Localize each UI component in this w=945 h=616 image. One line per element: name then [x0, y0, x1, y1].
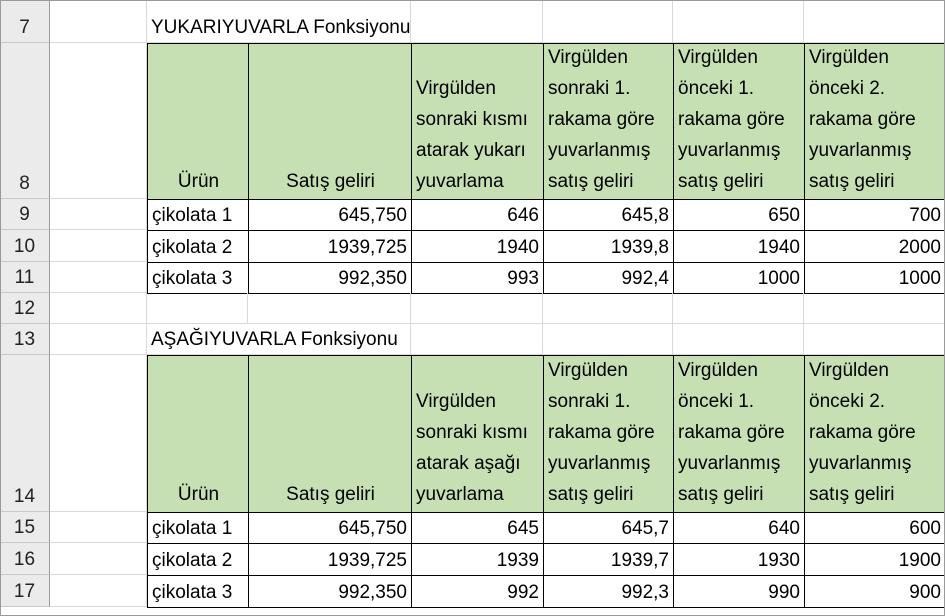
table1-cell-r2-c6[interactable]: 2000 [804, 230, 945, 263]
table1-cell-r2-c5[interactable]: 1940 [673, 230, 805, 263]
table2-header-3[interactable] [411, 355, 544, 513]
blank-cell-row12[interactable] [248, 293, 411, 324]
table1-header-1[interactable] [147, 43, 249, 200]
cell-a-11[interactable] [50, 262, 147, 293]
cell-a-17[interactable] [50, 575, 147, 607]
table1-cell-r2-c1[interactable]: çikolata 2 [147, 230, 249, 263]
cell-a-14[interactable] [50, 355, 147, 512]
table2-title-row-cell[interactable] [411, 324, 543, 355]
table2-header-1[interactable] [147, 355, 249, 513]
cell-a-10[interactable] [50, 230, 147, 262]
table1-cell-r2-c3[interactable]: 1940 [411, 230, 544, 263]
table1-cell-r3-c6[interactable]: 1000 [804, 262, 945, 294]
table2-title[interactable]: AŞAĞIYUVARLA Fonksiyonu [147, 324, 248, 355]
table1-cell-r2-c2[interactable]: 1939,725 [248, 230, 412, 263]
row-header-16[interactable]: 16 [0, 543, 50, 575]
table1-header-label-2: Satış geliri [286, 171, 375, 192]
table1-cell-r1-c2[interactable]: 645,750 [248, 199, 412, 231]
table1-title[interactable]: YUKARIYUVARLA Fonksiyonu [147, 0, 248, 43]
table1-cell-r2-c4[interactable]: 1939,8 [543, 230, 674, 263]
blank-cell-row12[interactable] [673, 293, 804, 324]
row-header-12[interactable]: 12 [0, 293, 50, 324]
table1-cell-r1-c6[interactable]: 700 [804, 199, 945, 231]
table1-header-5[interactable] [673, 43, 805, 200]
table2-cell-r2-c5[interactable]: 1930 [673, 543, 805, 576]
table1-header-label-4: Virgülden sonraki 1. rakama göre yuvarlanmış satış geliri [548, 47, 655, 192]
table2-title-row-cell[interactable] [543, 324, 673, 355]
table1-cell-r3-c3[interactable]: 993 [411, 262, 544, 294]
row-header-13[interactable]: 13 [0, 324, 50, 355]
table2-cell-r2-c3[interactable]: 1939 [411, 543, 544, 576]
table2-cell-r1-c3[interactable]: 645 [411, 512, 544, 544]
table1-title-row-cell[interactable] [411, 0, 543, 43]
table1-cell-r3-c2[interactable]: 992,350 [248, 262, 412, 294]
blank-cell-row12[interactable] [804, 293, 945, 324]
table1-header-label-5: Virgülden önceki 1. rakama göre yuvarlanmış satış geliri [678, 47, 785, 192]
table2-cell-r3-c3[interactable]: 992 [411, 575, 544, 608]
blank-cell-row12[interactable] [411, 293, 543, 324]
table2-header-label-1: Ürün [177, 484, 220, 505]
blank-cell-row12[interactable] [543, 293, 673, 324]
cell-a-15[interactable] [50, 512, 147, 543]
row-header-10[interactable]: 10 [0, 230, 50, 262]
table2-cell-r3-c4[interactable]: 992,3 [543, 575, 674, 608]
table2-cell-r3-c2[interactable]: 992,350 [248, 575, 412, 608]
table1-header-label-1: Ürün [177, 171, 220, 192]
table2-cell-r1-c2[interactable]: 645,750 [248, 512, 412, 544]
cell-a-9[interactable] [50, 199, 147, 230]
row-header-11[interactable]: 11 [0, 262, 50, 293]
table1-title-row-cell[interactable] [673, 0, 804, 43]
table2-cell-r1-c1[interactable]: çikolata 1 [147, 512, 249, 544]
table1-cell-r3-c5[interactable]: 1000 [673, 262, 805, 294]
table1-header-label-6: Virgülden önceki 2. rakama göre yuvarlanmış satış geliri [809, 47, 916, 192]
table2-header-6[interactable] [804, 355, 945, 513]
table1-cell-r1-c5[interactable]: 650 [673, 199, 805, 231]
blank-cell-row12[interactable] [147, 293, 248, 324]
table2-cell-r2-c4[interactable]: 1939,7 [543, 543, 674, 576]
cell-a-16[interactable] [50, 543, 147, 575]
row-header-9[interactable]: 9 [0, 199, 50, 230]
table2-header-label-3: Virgülden sonraki kısmı atarak aşağı yuvarlama [416, 391, 528, 505]
table2-cell-r2-c6[interactable]: 1900 [804, 543, 945, 576]
row-header-8[interactable]: 8 [0, 43, 50, 199]
table2-header-2[interactable] [248, 355, 412, 513]
table2-cell-r1-c4[interactable]: 645,7 [543, 512, 674, 544]
row-header-15[interactable]: 15 [0, 512, 50, 543]
table2-header-label-5: Virgülden önceki 1. rakama göre yuvarlanmış satış geliri [678, 360, 785, 505]
row-header-17[interactable]: 17 [0, 575, 50, 607]
table2-cell-r3-c6[interactable]: 900 [804, 575, 945, 608]
table1-header-2[interactable] [248, 43, 412, 200]
table2-header-label-6: Virgülden önceki 2. rakama göre yuvarlanmış satış geliri [809, 360, 916, 505]
table2-header-label-4: Virgülden sonraki 1. rakama göre yuvarlanmış satış geliri [548, 360, 655, 505]
cell-a-12[interactable] [50, 293, 147, 324]
cell-a-7[interactable] [50, 0, 147, 43]
table1-header-label-3: Virgülden sonraki kısmı atarak yukarı yuvarlama [416, 78, 528, 192]
row-header-7[interactable]: 7 [0, 0, 50, 43]
cell-a-8[interactable] [50, 43, 147, 199]
table2-cell-r1-c6[interactable]: 600 [804, 512, 945, 544]
table1-cell-r3-c1[interactable]: çikolata 3 [147, 262, 249, 294]
table2-title-row-cell[interactable] [804, 324, 945, 355]
table1-cell-r1-c3[interactable]: 646 [411, 199, 544, 231]
table2-cell-r3-c5[interactable]: 990 [673, 575, 805, 608]
table2-header-5[interactable] [673, 355, 805, 513]
table2-header-label-2: Satış geliri [286, 484, 375, 505]
table2-cell-r2-c1[interactable]: çikolata 2 [147, 543, 249, 576]
table1-header-3[interactable] [411, 43, 544, 200]
table2-title-row-cell[interactable] [673, 324, 804, 355]
table2-cell-r3-c1[interactable]: çikolata 3 [147, 575, 249, 608]
cell-a-13[interactable] [50, 324, 147, 355]
table1-title-row-cell[interactable] [543, 0, 673, 43]
table1-cell-r3-c4[interactable]: 992,4 [543, 262, 674, 294]
table1-cell-r1-c1[interactable]: çikolata 1 [147, 199, 249, 231]
table2-cell-r2-c2[interactable]: 1939,725 [248, 543, 412, 576]
table1-header-6[interactable] [804, 43, 945, 200]
table1-header-4[interactable] [543, 43, 674, 200]
table1-cell-r1-c4[interactable]: 645,8 [543, 199, 674, 231]
table2-cell-r1-c5[interactable]: 640 [673, 512, 805, 544]
row-header-14[interactable]: 14 [0, 355, 50, 512]
table2-header-4[interactable] [543, 355, 674, 513]
table1-title-row-cell[interactable] [804, 0, 945, 43]
